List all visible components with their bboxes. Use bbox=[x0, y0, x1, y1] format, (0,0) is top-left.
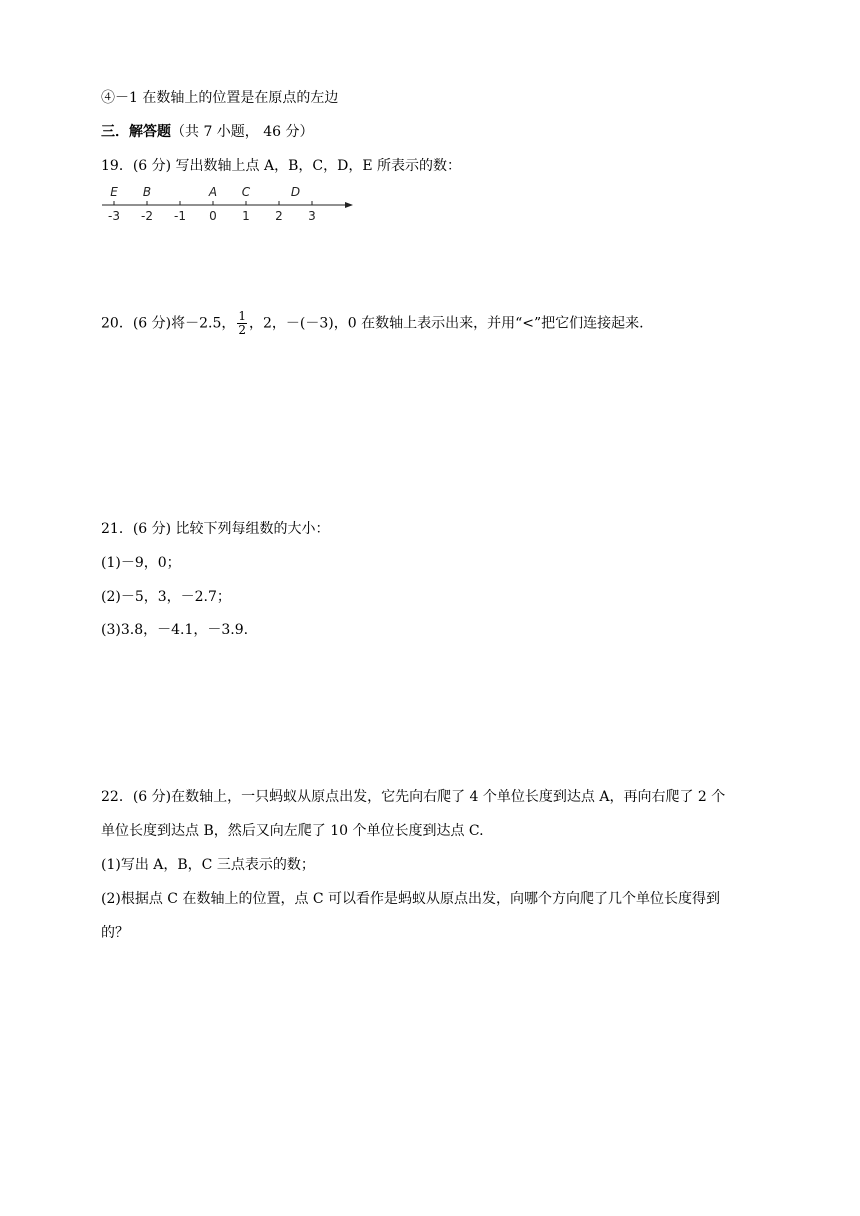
tick-label: 1 bbox=[242, 209, 250, 223]
question-21-item-2: (2)－5，3，－2.7； bbox=[101, 589, 231, 605]
tick-label: 3 bbox=[308, 209, 316, 223]
fraction-numerator: 1 bbox=[238, 309, 247, 323]
tick-label: -2 bbox=[141, 209, 153, 223]
question-20-text-before: 20．(6 分)将－2.5， bbox=[101, 315, 236, 332]
question-22-item-2-line-1: (2)根据点 C 在数轴上的位置，点 C 可以看作是蚂蚁从原点出发，向哪个方向爬了几个单位长度得到 bbox=[101, 891, 721, 907]
tick-label: 2 bbox=[275, 209, 283, 223]
prev-item-4: ④－1 在数轴上的位置是在原点的左边 bbox=[101, 90, 339, 106]
question-19-text: 19．(6 分) 写出数轴上点 A，B，C，D，E 所表示的数： bbox=[101, 158, 461, 174]
question-22-line-1: 22．(6 分)在数轴上，一只蚂蚁从原点出发，它先向右爬了 4 个单位长度到达点 A，再向右爬了 2 个 bbox=[101, 789, 726, 805]
question-20-text-after: ，2，－(－3)，0 在数轴上表示出来，并用“<”把它们连接起来. bbox=[249, 315, 644, 332]
section-note: （共 7 小题， 46 分） bbox=[171, 124, 314, 140]
section-title: 三．解答题 bbox=[101, 124, 171, 140]
point-label-b: B bbox=[142, 185, 152, 199]
fraction-one-half bbox=[237, 310, 247, 337]
section-heading bbox=[101, 122, 314, 142]
question-22-item-2-line-2: 的？ bbox=[101, 925, 129, 941]
number-line-ticks bbox=[108, 201, 316, 223]
tick-label: -1 bbox=[174, 209, 186, 223]
point-label-c: C bbox=[241, 185, 251, 199]
fraction-denominator: 2 bbox=[238, 323, 247, 337]
question-21-item-1: (1)－9，0； bbox=[101, 555, 181, 571]
point-label-a: A bbox=[208, 185, 218, 199]
number-line-figure bbox=[100, 180, 370, 226]
tick-label: 0 bbox=[209, 209, 217, 223]
question-22-item-1: (1)写出 A，B，C 三点表示的数； bbox=[101, 857, 315, 873]
point-label-d: D bbox=[290, 185, 301, 199]
question-20 bbox=[101, 310, 644, 337]
tick-label: -3 bbox=[108, 209, 120, 223]
question-21-item-3: (3)3.8，－4.1，－3.9. bbox=[101, 622, 249, 638]
number-line-points bbox=[110, 185, 300, 199]
point-label-e: E bbox=[110, 185, 118, 199]
question-21-text: 21．(6 分) 比较下列每组数的大小： bbox=[101, 521, 330, 537]
question-22-line-2: 单位长度到达点 B，然后又向左爬了 10 个单位长度到达点 C. bbox=[101, 823, 484, 839]
